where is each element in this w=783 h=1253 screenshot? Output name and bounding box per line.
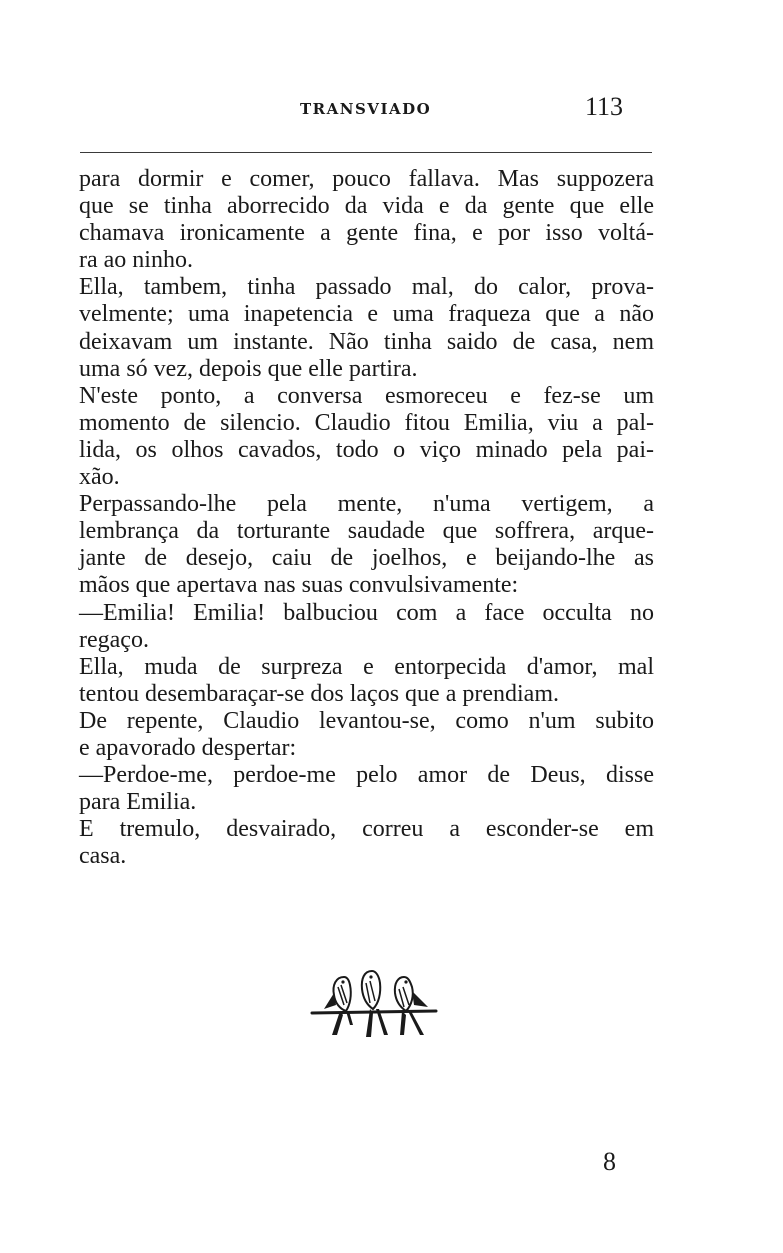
text-line: De repente, Claudio levantou-se, como n'um subito [79,707,654,734]
running-title: TRANSVIADO [300,100,432,118]
three-birds-on-branch-icon [310,965,440,1045]
text-line: para Emilia. [79,789,197,816]
text-line: —Emilia! Emilia! balbuciou com a face occulta no [79,599,654,626]
text-line: chamava ironicamente a gente fina, e por isso voltá- [79,220,654,247]
text-line: ra ao ninho. [79,247,193,274]
text-line: para dormir e comer, pouco fallava. Mas suppozera [79,166,654,192]
text-line: uma só vez, depois que elle partira. [79,355,418,382]
text-line: Ella, muda de surpreza e entorpecida d'amor, mal [79,653,654,680]
text-line: E tremulo, desvairado, correu a esconder-se em [79,816,654,843]
signature-mark: 8 [603,1147,616,1176]
text-line: momento de silencio. Claudio fitou Emilia, viu a pal- [79,409,654,436]
text-line: tentou desembaraçar-se dos laços que a prendiam. [79,680,559,707]
text-line: xão. [79,464,120,491]
header-rule [80,152,652,153]
body-text [79,166,654,870]
text-line: casa. [79,843,127,870]
text-line: —Perdoe-me, perdoe-me pelo amor de Deus, disse [79,762,654,789]
text-line: mãos que apertava nas suas convulsivamente: [79,572,519,599]
text-line: jante de desejo, caiu de joelhos, e beijando-lhe as [79,545,654,572]
page-number: 113 [585,92,624,121]
text-line: lembrança da torturante saudade que soffrera, arque- [79,518,654,545]
text-line: N'este ponto, a conversa esmoreceu e fez-se um [79,382,654,409]
text-line: Perpassando-lhe pela mente, n'uma vertigem, a [79,491,654,518]
text-line: regaço. [79,626,149,653]
text-line: e apavorado despertar: [79,734,297,761]
text-line: lida, os olhos cavados, todo o viço minado pela pai- [79,436,654,463]
text-line: deixavam um instante. Não tinha saido de casa, nem [79,328,654,355]
text-line: Ella, tambem, tinha passado mal, do calor, prova- [79,274,654,301]
text-line: velmente; uma inapetencia e uma fraqueza que a não [79,301,654,328]
text-line: que se tinha aborrecido da vida e da gente que elle [79,193,654,220]
